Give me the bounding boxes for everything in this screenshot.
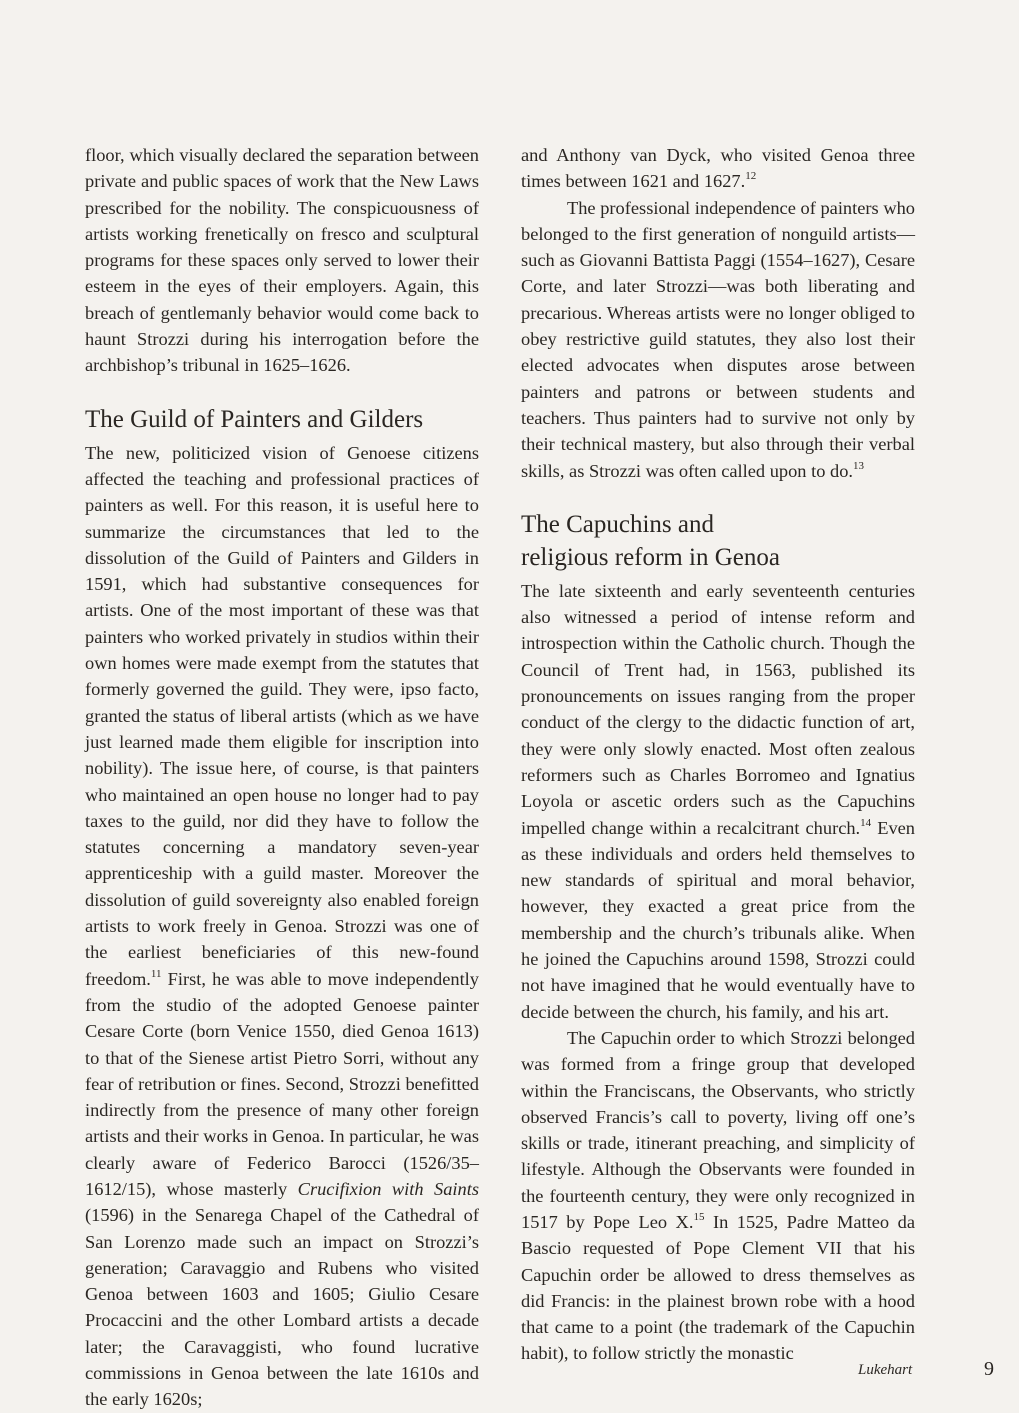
footnote-ref: 11 <box>150 967 162 980</box>
running-footer-author: Lukehart <box>858 1362 913 1378</box>
paragraph: and Anthony van Dyck, who visited Genoa three times between 1621 and 1627.12 <box>521 145 915 192</box>
paragraph: floor, which visually declared the separation between private and public spaces of work that the New Laws prescribed for the nobility. The conspicuousness of artists working frenetically on fresco and sculptural programs for these spaces only served to lower their esteem in the eyes of their employers. Again, this breach of gentlemanly behavior would come back to haunt Strozzi during his interrogation before the archbishop’s tribunal in 1625–1626. <box>85 145 479 376</box>
section-heading-capuchins: The Capuchins and religious reform in Genoa <box>521 510 780 571</box>
left-column <box>85 142 479 1413</box>
paragraph: The late sixteenth and early seventeenth centuries also witnessed a period of intense reform and introspection within the Catholic church. Though the Council of Trent had, in 1563, published its pronouncements on issues ranging from the proper conduct of the clergy to the didactic function of art, they were only slowly enacted. Most often zealous reformers such as Charles Borromeo and Ignatius Loyola or ascetic orders such as the Capuchins impelled change within a recalcitrant church.$^{14}$ Even as these individuals and orders held themselves to new standards of spiritual and moral behavior, however, they exacted a great price from the membership and the church’s tribunals alike. When he joined the Capuchins around 1598, Strozzi could not have imagined that he would eventually have to decide between the church, his family, and his art. <box>521 580 915 1022</box>
artwork-title: Crucifixion with Saints <box>297 1178 479 1199</box>
section-heading-guild: The Guild of Painters and Gilders <box>85 405 424 433</box>
footnote-ref: 13 <box>853 459 864 472</box>
footnote-ref: 12 <box>745 170 757 183</box>
paragraph: The Capuchin order to which Strozzi belonged was formed from a fringe group that developed within the Franciscans, the Observants, who strictly observed Francis’s call to poverty, living off one’s skills or trade, itinerant preaching, and simplicity of lifestyle. Although the Observants were founded in the fourteenth century, they were only recognized in 1517 by Pope Leo X.$^{15}$ In 1525, Padre Matteo da Bascio requested of Pope Clement VII that his Capuchin order be allowed to dress themselves as did Francis: in the plainest brown robe with a hood that came to a point (the trademark of the Capuchin habit), to follow strictly the monastic <box>521 1027 915 1364</box>
paragraph: The new, politicized vision of Genoese citizens affected the teaching and professional practices of painters as well. For this reason, it is useful here to summarize the circumstances that led to the dissolution of the Guild of Painters and Gilders in 1591, which had substantive consequences for artists. One of the most important of these was that painters who worked privately in studios within their own homes were made exempt from the statutes that formerly governed the guild. They were, ipso facto, granted the status of liberal artists (which as we have just learned made them eligible for inscription into nobility). The issue here, of course, is that painters who maintained an open house no longer had to pay taxes to the guild, nor did they have to follow the statutes concerning a mandatory seven-year apprenticeship with a guild master. Moreover the dissolution of guild sovereignty also enabled foreign artists to work freely in Genoa. Strozzi was one of the earliest beneficiaries of this new-found freedom.$^{11}$ First, he was able to move independently from the studio of the adopted Genoese painter Cesare Corte (born Venice 1550, died Genoa 1613) to that of the Sienese artist Pietro Sorri, without any fear of retribution or fines. Second, Strozzi benefitted indirectly from the presence of many other foreign artists and their works in Genoa. In particular, he was clearly aware of Federico Barocci (1526/35–1612/15), whose masterly Crucifixion with Saints (1596) in the Senarega Chapel of the Cathedral of San Lorenzo made such an impact on Strozzi’s generation; Caravaggio and Rubens who visited Genoa between 1603 and 1605; Giulio Cesare Procaccini and the other Lombard artists a decade later; the Caravaggisti, who found lucrative commissions in Genoa between the late 1610s and the early 1620s; <box>85 442 479 1410</box>
page-number: 9 <box>984 1358 994 1380</box>
right-column <box>521 142 915 1367</box>
footnote-ref: 15 <box>693 1210 705 1223</box>
paragraph: The professional independence of painters who belonged to the first generation of nonguild artists—such as Giovanni Battista Paggi (1554–1627), Cesare Corte, and later Strozzi—was both liberating and precarious. Whereas artists were no longer obliged to obey restrictive guild statutes, they also lost their elected advocates when disputes arose between painters and patrons or between students and teachers. Thus painters had to survive not only by their technical mastery, but also through their verbal skills, as Strozzi was often called upon to do.$^{13}$ <box>521 197 915 481</box>
footnote-ref: 14 <box>860 816 872 829</box>
